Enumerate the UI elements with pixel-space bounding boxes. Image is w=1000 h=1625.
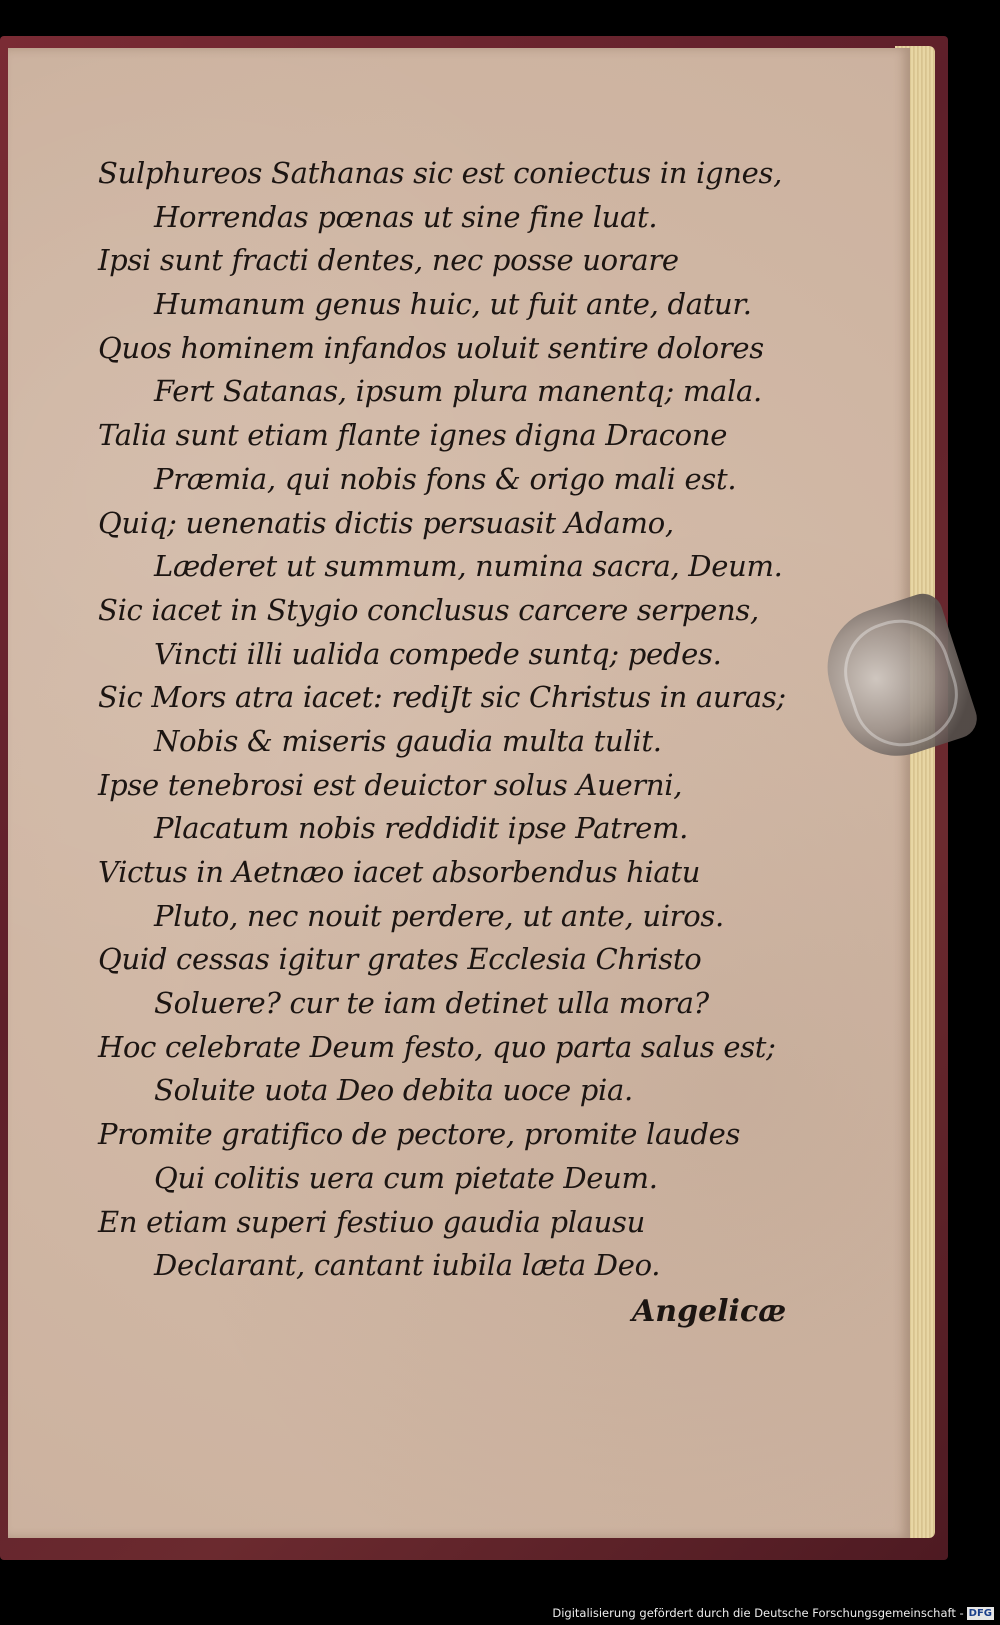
poem-line: Horrendas pœnas ut sine fine luat. (154, 199, 658, 234)
poem-line: Sic Mors atra iacet: rediJt sic Christus in auras; (98, 680, 786, 715)
poem-line: Victus in Aetnæo iacet absorbendus hiatu (98, 855, 701, 889)
poem-line: Ipsi sunt fracti dentes, nec posse uorare (98, 243, 679, 278)
poem-line: Promite gratifico de pectore, promite laudes (98, 1117, 741, 1152)
poem-line: Præmia, qui nobis fons & origo mali est. (154, 461, 737, 496)
poem-line: En etiam superi festiuo gaudia plausu (98, 1204, 646, 1239)
poem-line: Læderet ut summum, numina sacra, Deum. (154, 549, 783, 584)
poem-line: Ipse tenebrosi est deuictor solus Auerni, (98, 767, 683, 802)
poem-line: Placatum nobis reddidit ipse Patrem. (154, 811, 689, 846)
poem-line: Fert Satanas, ipsum plura manentq; mala. (154, 374, 762, 409)
poem-line: Declarant, cantant iubila læta Deo. (154, 1248, 661, 1283)
poem-line: Vincti illi ualida compede suntq; pedes. (154, 636, 722, 671)
poem-line: Quid cessas igitur grates Ecclesia Christo (98, 942, 702, 977)
poem-line: Sulphureos Sathanas sic est coniectus in ignes, (98, 156, 783, 190)
poem-line: Talia sunt etiam flante ignes digna Dracone (98, 418, 728, 453)
poem-line: Pluto, nec nouit perdere, ut ante, uiros. (154, 898, 724, 933)
poem-line: Humanum genus huic, ut fuit ante, datur. (154, 287, 752, 322)
poem-line: Soluere? cur te iam detinet ulla mora? (154, 986, 709, 1021)
footer-text: Digitalisierung gefördert durch die Deutsche Forschungsgemeinschaft - (552, 1606, 964, 1620)
digitization-footer (552, 1605, 994, 1621)
dfg-logo: DFG (968, 1607, 992, 1619)
poem-line: Soluite uota Deo debita uoce pia. (154, 1073, 633, 1108)
catchword: Angelicæ (632, 1294, 787, 1329)
poem-line: Qui colitis uera cum pietate Deum. (154, 1160, 658, 1195)
poem-text (98, 152, 818, 1288)
poem-line: Hoc celebrate Deum festo, quo parta salus est; (98, 1029, 776, 1064)
poem-line: Nobis & miseris gaudia multa tulit. (154, 723, 662, 758)
poem-line: Sic iacet in Stygio conclusus carcere serpens, (98, 592, 759, 627)
poem-line: Quos hominem infandos uoluit sentire dolores (98, 330, 764, 365)
poem-line: Quiq; uenenatis dictis persuasit Adamo, (98, 505, 674, 540)
